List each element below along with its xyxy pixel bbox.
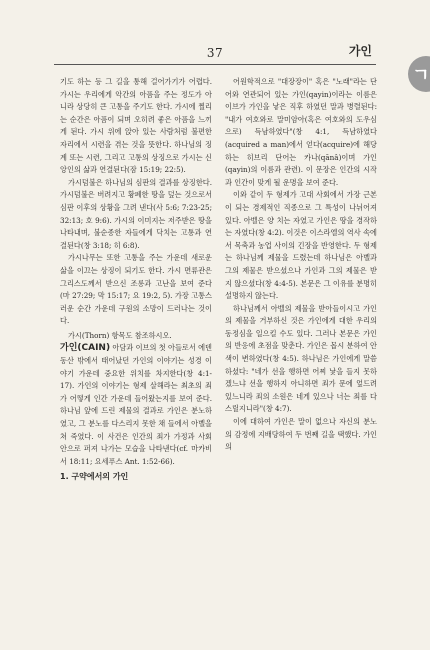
left-column — [60, 76, 212, 484]
paragraph: 이에 대하여 가인은 말이 없으나 자신의 분노의 감정에 지배당하여 두 번째 길을 택했다. 가인의 — [225, 417, 377, 452]
thumb-index-tab — [408, 56, 430, 92]
paragraph: 하나님께서 아벨의 제물을 받아들이시고 가인의 제물을 거부하신 것은 가인에게 대한 우리의 동정심을 일으킬 수도 있다. 그러나 본문은 가인의 반응에 초점을 맞춘다. 가인은 몹시 분하여 안색이 변하였다(창 4:5). 하나님은 가인에게 말씀하셨다: "네가 선을 행하면 어찌 낯을 들지 못하겠느냐 선을 행하지 아니하면 죄가 문에 엎드려 있느니라 죄의 소원은 네게 있으나 너는 죄를 다스릴지니라"(창 4:7). — [225, 303, 377, 414]
right-column — [225, 76, 377, 454]
paragraph: 이와 같이 두 형제가 고대 사회에서 가장 근본이 되는 경제적인 직종으로 그 특성이 나뉘어져 있다. 아벨은 양 치는 자였고 가인은 땅을 경작하는 자였다(창 4:2). 이것은 이스라엘의 역사 속에서 목축과 농업 사이의 긴장을 반영한다. 두 형제는 하나님께 제물을 드렸는데 하나님은 아벨과 그의 제물은 받으셨으나 가인과 그의 제물은 받지 않으셨다(창 4:4-5). 본문은 그 이유를 분명히 설명하지 않는다. — [225, 190, 377, 301]
entry-block — [60, 342, 212, 468]
entry-text: 아담과 이브의 첫 아들로서 에덴동산 밖에서 태어났던 가인의 이야기는 성경 이야기 가운데 중요한 위치를 차지한다(창 4:1-17). 가인의 이야기는 형제 살해라는 최초의 죄가 어떻게 인간 가운데 들어왔는지를 보여 준다. 하나님 앞에 드린 제물의 결과로 가인은 분노하였고, 그 분노를 다스리지 못한 채 들에서 아벨을 쳐 죽였다. 이 사건은 인간의 죄가 가정과 사회 안으로 퍼져 나가는 모습을 나타낸다(cf. 마카비서 18:11; 요세푸스 Ant. 1:52-66). — [60, 343, 212, 466]
subheading: 1. 구약에서의 가인 — [60, 472, 129, 482]
page-number: 37 — [206, 46, 224, 60]
paragraph: 가시덤불은 하나님의 심판의 결과를 상징한다. 가시덤불은 버려지고 황폐한 땅을 덮는 것으로서 심판 이후의 상황을 그려 낸다(사 5:6; 7:23-25; 32:13; 호 9:6). 가시의 이미지는 저주받은 땅을 나타내며, 불순종한 자들에게 닥치는 고통과 연결된다(창 3:18; 히 6:8). — [60, 177, 212, 250]
paragraph: 어원학적으로 "대장장이" 혹은 "노래"라는 단어와 연관되어 있는 가인(qayin)이라는 이름은 이브가 가인을 낳은 직후 하였던 말과 병렬된다: "내가 여호와로 말미암아(혹은 여호와의 도우심으로) 득남하였다"(창 4:1, 득남하였다(acquired a man)에서 얻다(acquire)에 해당하는 히브리 단어는 카나(qānâ)이며 가인(qayin)의 이름과 관련). 이 문장은 인간의 시작과 인간이 맞게 될 운명을 보여 준다. — [225, 77, 377, 187]
header-rule — [54, 64, 376, 65]
paragraph: 기도 하는 등 그 길을 통해 걸어가기가 어렵다. 가시는 우리에게 악간의 아픔을 주는 정도가 아니라 상당히 큰 고통을 주기도 한다. 가시에 찔리는 순간은 아픔이 되며 오히려 좋은 아픔을 느끼게 된다. 가시 위에 앉아 있는 사람처럼 불편한 자리에서 시련을 겪는 것을 뜻한다. 하나님의 징계 또는 시련, 그리고 고통의 상징으로 가시는 신앙인의 삶과 연결된다(잠 15:19; 22:5). — [60, 77, 212, 175]
running-head: 가인 — [348, 44, 372, 58]
paragraph: 가시나무는 또한 고통을 주는 가운데 새로운 삶을 이끄는 상징이 되기도 한다. 가시 면류관은 그리스도께서 받으신 조롱과 고난을 보여 준다(마 27:29; 막 15:17; 요 19:2, 5). 가장 고통스러운 순간 가운데 구원의 소망이 드러나는 것이다. — [60, 253, 212, 326]
entry-heading: 가인(CAIN) — [60, 343, 111, 354]
thumb-index-letter: ㄱ — [412, 65, 430, 86]
see-also-reference: 가시(Thorn) 항목도 참조하시오. — [68, 330, 172, 340]
